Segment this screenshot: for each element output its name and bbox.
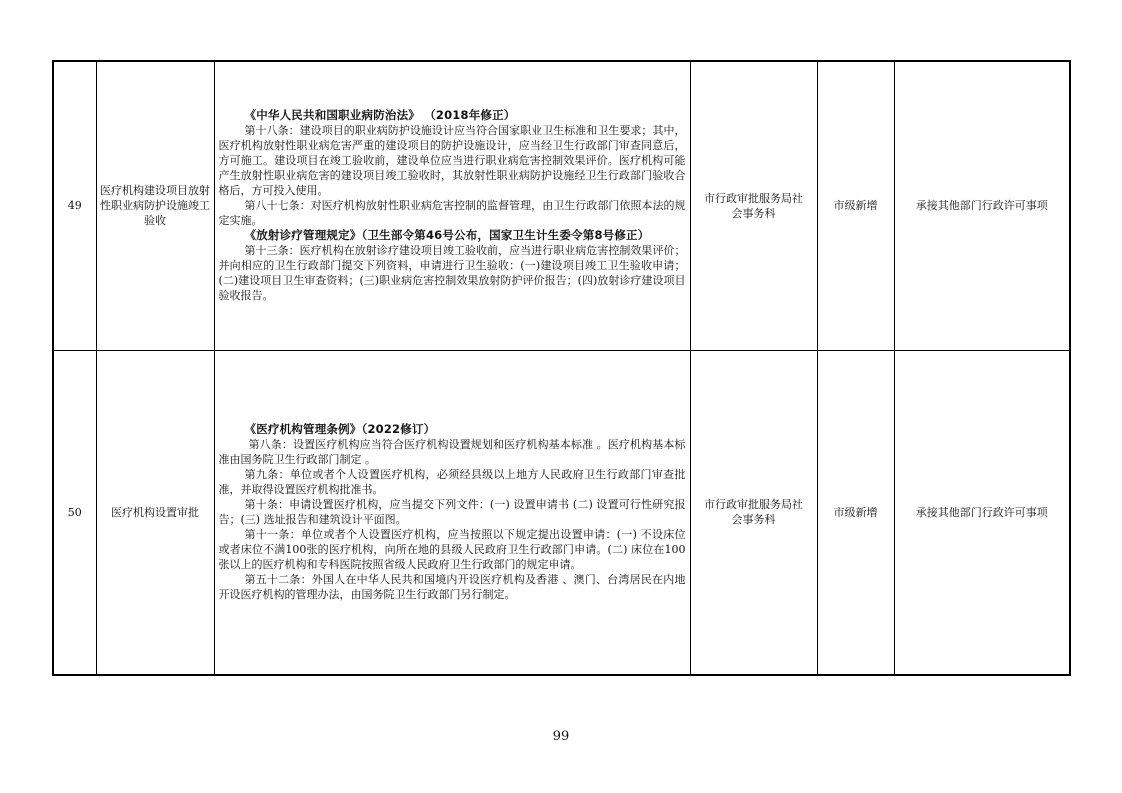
department: 市行政审批服务局社会事务科 — [690, 350, 817, 675]
row-number: 50 — [53, 350, 96, 675]
law-article: 第十八条：建设项目的职业病防护设施设计应当符合国家职业卫生标准和卫生要求；其中，医疗机构放射性职业病危害严重的建设项目的防护设施设计，应当经卫生行政部门审查同意后，方可施工。建设项目在竣工验收前，建设单位应当进行职业病危害控制效果评价。医疗机构可能产生放射性职业病危害的建设项目竣工验收时，其放射性职业病防护设施经卫生行政部门验收合格后，方可投入使用。 — [218, 124, 686, 198]
law-title: 《中华人民共和国职业病防治法》 （2018年修正） — [244, 108, 516, 123]
department: 市行政审批服务局社会事务科 — [690, 61, 817, 350]
law-article: 第八十七条：对医疗机构放射性职业病危害控制的监督管理，由卫生行政部门依照本法的规定实施。 — [218, 199, 686, 228]
row-number: 49 — [53, 61, 96, 350]
law-title: 《医疗机构管理条例》（2022修订） — [244, 422, 436, 437]
table-row-50 — [53, 350, 1070, 675]
level: 市级新增 — [817, 61, 894, 350]
note: 承接其他部门行政许可事项 — [894, 61, 1070, 350]
page-number: 99 — [552, 729, 570, 744]
law-article: 第五十二条：外国人在中华人民共和国境内开设医疗机构及香港 、澳门、台湾居民在内地开设医疗机构的管理办法，由国务院卫生行政部门另行制定。 — [218, 573, 686, 602]
law-article: 第九条：单位或者个人设置医疗机构，必须经县级以上地方人民政府卫生行政部门审查批准，并取得设置医疗机构批准书。 — [218, 468, 686, 497]
item-name: 医疗机构设置审批 — [96, 350, 214, 675]
note: 承接其他部门行政许可事项 — [894, 350, 1070, 675]
legal-basis-cell — [214, 61, 690, 350]
approval-items-table — [52, 60, 1071, 676]
table-row-49 — [53, 61, 1070, 350]
level: 市级新增 — [817, 350, 894, 675]
law-article: 第十三条：医疗机构在放射诊疗建设项目竣工验收前，应当进行职业病危害控制效果评价；并向相应的卫生行政部门提交下列资料，申请进行卫生验收：(一)建设项目竣工卫生验收申请；(二)建设项目卫生审查资料；(三)职业病危害控制效果放射防护评价报告；(四)放射诊疗建设项目验收报告。 — [218, 244, 686, 303]
item-name: 医疗机构建设项目放射性职业病防护设施竣工验收 — [96, 61, 214, 350]
law-article: 第十条：申请设置医疗机构，应当提交下列文件：(一) 设置申请书 (二) 设置可行性研究报告；(三) 选址报告和建筑设计平面图。 — [218, 498, 686, 527]
law-title: 《放射诊疗管理规定》（卫生部令第46号公布，国家卫生计生委令第8号修正） — [244, 228, 650, 243]
legal-basis-cell — [214, 350, 690, 675]
law-article: 第八条：设置医疗机构应当符合医疗机构设置规划和医疗机构基本标准 。医疗机构基本标准由国务院卫生行政部门制定 。 — [218, 438, 686, 467]
law-article: 第十一条：单位或者个人设置医疗机构，应当按照以下规定提出设置申请：(一) 不设床位或者床位不满100张的医疗机构，向所在地的县级人民政府卫生行政部门申请。(二) 床位在100张以上的医疗机构和专科医院按照省级人民政府卫生行政部门的规定申请。 — [218, 528, 686, 572]
